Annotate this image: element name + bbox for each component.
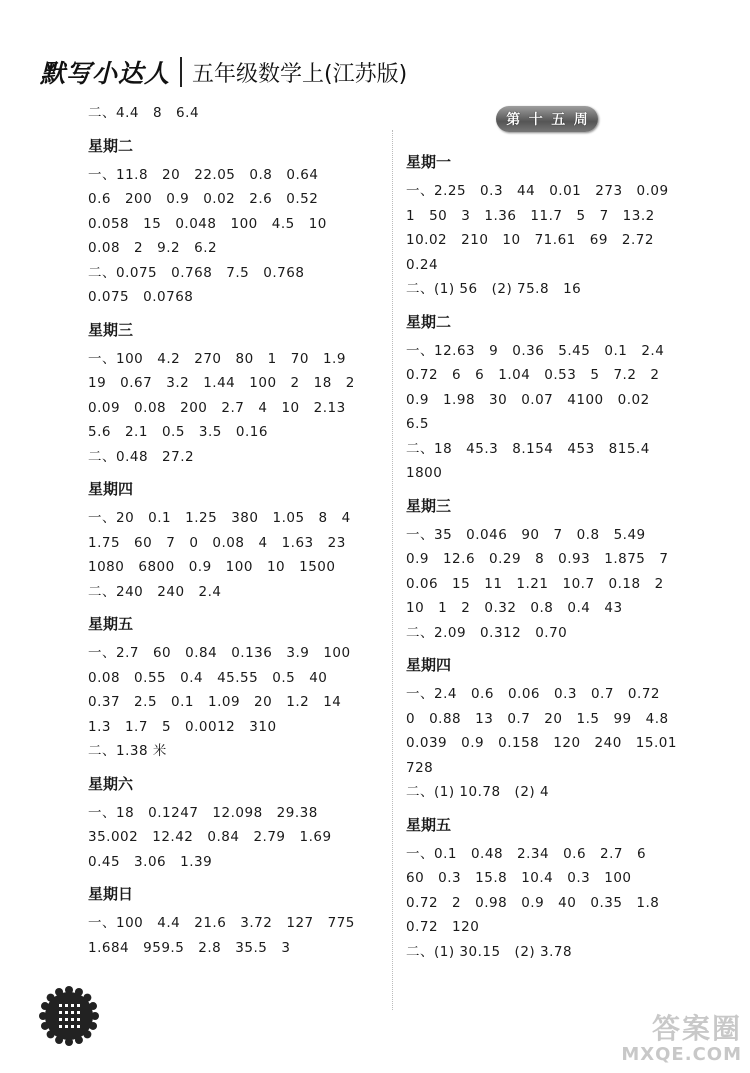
day-heading: 星期二 (88, 136, 134, 155)
day-heading: 星期五 (406, 815, 452, 834)
day-heading: 星期一 (406, 153, 452, 171)
answer-line: 35.002 12.42 0.84 2.79 1.69 (88, 829, 332, 845)
answer-line: 一、20 0.1 1.25 380 1.05 8 4 (88, 510, 351, 526)
badge-char: 十 (528, 112, 543, 128)
watermark-text: 答案圈 (651, 1012, 742, 1045)
answer-line: 一、2.4 0.6 0.06 0.3 0.7 0.72 (406, 686, 660, 702)
answer-line: 一、12.63 9 0.36 5.45 0.1 2.4 (406, 342, 665, 359)
answer-line: 0.72 2 0.98 0.9 40 0.35 1.8 (406, 894, 660, 911)
book-title: 五年级数学上(江苏版) (192, 61, 408, 87)
answer-line: 60 0.3 15.8 10.4 0.3 100 (406, 870, 632, 886)
answer-line: 一、11.8 20 22.05 0.8 0.64 (88, 166, 319, 183)
answer-line: 0.06 15 11 1.21 10.7 0.18 2 (406, 575, 664, 592)
answer-line: 0.9 1.98 30 0.07 4100 0.02 (406, 391, 650, 408)
answer-line: 1.75 60 7 0 0.08 4 1.63 23 (88, 534, 346, 551)
answer-line: 1.684 959.5 2.8 35.5 3 (88, 939, 291, 956)
answer-line: 二、(1) 30.15 (2) 3.78 (406, 943, 573, 960)
answer-line: 二、18 45.3 8.154 453 815.4 (406, 440, 650, 457)
answer-line: 0.72 120 (406, 919, 480, 935)
badge-char: 周 (573, 112, 588, 128)
series-logo: 默写小达人 (40, 59, 171, 88)
answer-line: 二、1.38 米 (88, 743, 167, 759)
answer-line: 二、0.48 27.2 (88, 448, 195, 465)
day-heading: 星期三 (406, 496, 452, 515)
answer-line: 10.02 210 10 71.61 69 2.72 (406, 232, 654, 248)
answer-line: 二、240 240 2.4 (88, 583, 222, 600)
answer-line: 一、2.7 60 0.84 0.136 3.9 100 (88, 645, 351, 661)
badge-char: 五 (551, 112, 566, 128)
answer-line: 0.45 3.06 1.39 (88, 853, 213, 870)
answer-line: 0.72 6 6 1.04 0.53 5 7.2 2 (406, 367, 660, 383)
answer-line: 0.24 (406, 256, 439, 273)
answer-line: 一、2.25 0.3 44 0.01 273 0.09 (406, 183, 669, 199)
answer-line: 1800 (406, 465, 443, 481)
watermark-url: MXQE.COM (621, 1044, 742, 1065)
answer-line: 19 0.67 3.2 1.44 100 2 18 2 (88, 375, 355, 391)
column-divider (392, 130, 393, 1010)
answer-line: 0.37 2.5 0.1 1.09 20 1.2 14 (88, 694, 342, 710)
answer-line: 0.09 0.08 200 2.7 4 10 2.13 (88, 399, 346, 416)
day-heading: 星期三 (88, 320, 134, 339)
answer-line: 1.3 1.7 5 0.0012 310 (88, 718, 277, 735)
answer-line: 一、35 0.046 90 7 0.8 5.49 (406, 526, 646, 543)
answer-line: 二、2.09 0.312 0.70 (406, 624, 568, 641)
badge-char: 第 (506, 112, 521, 128)
answer-line: 0.058 15 0.048 100 4.5 10 (88, 215, 327, 232)
answer-line: 728 (406, 759, 434, 776)
answer-line: 0 0.88 13 0.7 20 1.5 99 4.8 (406, 710, 669, 727)
answer-line: 0.6 200 0.9 0.02 2.6 0.52 (88, 191, 319, 207)
answer-line: 一、100 4.4 21.6 3.72 127 775 (88, 915, 355, 931)
day-heading: 星期六 (88, 774, 134, 793)
header-separator (180, 57, 182, 87)
answer-line: 0.08 2 9.2 6.2 (88, 240, 218, 256)
answer-line: 一、0.1 0.48 2.34 0.6 2.7 6 (406, 845, 647, 862)
right-answer-column (406, 142, 726, 964)
answer-line: 二、0.075 0.768 7.5 0.768 (88, 264, 305, 281)
left-answer-column (88, 101, 380, 960)
answer-line: 0.039 0.9 0.158 120 240 15.01 (406, 735, 677, 751)
answer-line: 一、100 4.2 270 80 1 70 1.9 (88, 350, 346, 367)
watermark (621, 1014, 742, 1065)
day-heading: 星期四 (406, 656, 452, 674)
answer-line: 5.6 2.1 0.5 3.5 0.16 (88, 424, 268, 440)
answer-line: 0.075 0.0768 (88, 289, 194, 305)
answer-line: 二、4.4 8 6.4 (88, 105, 200, 121)
answer-line: 二、(1) 56 (2) 75.8 16 (406, 281, 582, 297)
day-heading: 星期五 (88, 615, 134, 633)
answer-line: 一、18 0.1247 12.098 29.38 (88, 804, 318, 821)
answer-line: 0.08 0.55 0.4 45.55 0.5 40 (88, 669, 328, 686)
answer-line: 1080 6800 0.9 100 10 1500 (88, 559, 336, 575)
corner-ornament-icon (38, 985, 100, 1047)
answer-line: 10 1 2 0.32 0.8 0.4 43 (406, 600, 623, 616)
answer-line: 二、(1) 10.78 (2) 4 (406, 784, 550, 800)
day-heading: 星期日 (88, 885, 134, 903)
page-header (40, 52, 407, 92)
answer-line: 6.5 (406, 416, 429, 432)
answer-line: 0.9 12.6 0.29 8 0.93 1.875 7 (406, 551, 669, 567)
day-heading: 星期二 (406, 312, 452, 331)
week-badge (496, 106, 598, 132)
answer-line: 1 50 3 1.36 11.7 5 7 13.2 (406, 207, 655, 224)
day-heading: 星期四 (88, 480, 134, 498)
